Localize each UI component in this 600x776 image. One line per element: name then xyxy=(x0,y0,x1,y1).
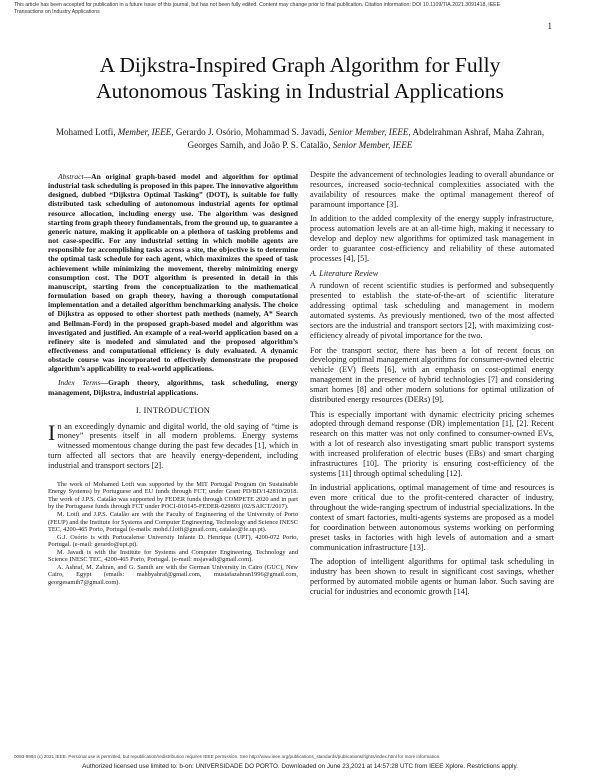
author-group-2: , Gerardo J. Osório, Mohammad S. Javadi, xyxy=(171,127,329,137)
notice-line-2: Transactions on Industry Applications xyxy=(14,9,100,15)
abstract-label: Abstract xyxy=(58,172,84,181)
section-heading-introduction: I. INTRODUCTION xyxy=(135,404,211,415)
index-terms-text: —Graph theory, algorithms, task scheduling, energy management, Dijkstra, industrial applications. xyxy=(48,378,298,397)
left-column xyxy=(48,172,298,586)
body-paragraph: Despite the advancement of technologies leading to overall abundance or resources, increased socio-technical complexities associated with the availability of resources make the optimal management thereof of paramount importance [3]. xyxy=(310,170,554,209)
license-footer: Authorized licensed use limited to: b-on: UNIVERSIDADE DO PORTO. Downloaded on June 23,2021 at 14:57:28 UTC from IEEE Xplore. Restrictions apply. xyxy=(82,763,518,770)
drop-cap: I xyxy=(48,419,56,445)
footnote-affiliation-3: M. Javadi is with the Institute for Systems and Computer Engineering, Technology and Science INESC TEC, 4200-465 Porto, Portugal. (e-mail: msjavadi@gmail.com). xyxy=(48,548,298,564)
subsection-heading-literature-review: A. Literature Review xyxy=(310,268,379,278)
footnote-affiliation-2: G.J. Osório is with Portucalense University Infante D. Henrique (UPT), 4200-072 Porto, Portugal. (e-mail: gerardo@upt.pt). xyxy=(48,533,298,549)
body-paragraph: For the transport sector, there has been a lot of recent focus on developing optimal management algorithms for consumer-owned electric vehicle (EV) fleets [6], with an emphasis on cost-optimal energy management in the presence of hybrid technologies [7] and considering smart homes [8] and other modern solutions for optimal utilization of distributed energy resources (DERs) [9]. xyxy=(310,345,554,404)
body-paragraph: A rundown of recent scientific studies is performed and subsequently presented to establish the state-of-the-art of scientific literature addressing optimal task scheduling and management in modern automated systems. As previously mentioned, two of the most affected sectors are the industrial and transport sectors [2], with maximizing cost-efficiency already of pivotal importance for the two. xyxy=(310,281,554,340)
footnote-affiliation-4: A. Ashraf, M. Zahran, and G. Samih are with the German University in Cairo (GUC), New Cairo, Egypt (emails: mahbyahraf@gmail.com, mustafazahran1996@gmail.com, georgesamih7@gmail.com). xyxy=(48,563,298,586)
intro-paragraph xyxy=(48,419,298,471)
body-paragraph: This is especially important with dynamic electricity pricing schemes adopted through demand response (DR) implementation [1], [2]. Recent research on this matter was not only confined to consumer-owned EVs, with a lot of research also investigating smart public transport systems with increased proliferation of electric buses (EBs) and smart charging infrastructures [10]. The priority is ensuring cost-efficiency of the systems [11] through optimal scheduling [12]. xyxy=(310,409,554,478)
index-terms-label: Index Terms xyxy=(58,378,101,388)
notice-line-1: This article has been accepted for publication in a future issue of this journal, but has not been fully edited. Content may change prior to final publication. Citation information: DOI 10.1109/TIA.2021.3091418, IEEE xyxy=(14,2,501,8)
abstract-text: —An original graph-based model and algorithm for optimal industrial task scheduling is proposed in this paper. The innovative algorithm designed, dubbed “Dijkstra Optimal Tasking” (DOT), is suitable for fully distributed task scheduling of autonomous industrial agents for optimal resource allocation, including energy use. The algorithm was designed starting from graph theory fundamentals, from the ground up, to guarantee a generic nature, making it applicable on a plethora of tasking problems and not case-specific. For any industrial setting in which mobile agents are responsible for accomplishing tasks across a site, the objective is to determine the optimal task schedule for each agent, which maximizes the speed of task achievement while minimizing the movement, thereby minimizing energy consumption cost. The DOT algorithm is presented in detail in this manuscript, starting from the conceptualization to the mathematical formulation based on graph theory, having a thorough computational implementation and a detailed algorithm benchmarking analysis. The choice of Dijkstra as opposed to other shortest path methods (namely, A* Search and Bellman-Ford) in the proposed graph-based model and algorithm was investigated and justified. An example of a real-world application based on a refinery site is modeled and simulated and the proposed algorithm’s effectiveness and computational efficiency is duly evaluated. A dynamic obstacle course was incorporated to effectively demonstrate the proposed algorithm’s applicability to real-world applications. xyxy=(48,172,298,374)
title-line-1: A Dijkstra-Inspired Graph Algorithm for Fully xyxy=(99,53,501,77)
title-line-2: Autonomous Tasking in Industrial Applications xyxy=(96,79,504,103)
index-terms xyxy=(48,378,298,396)
paper-title xyxy=(0,52,600,104)
author-role-3: Senior Member, IEEE xyxy=(332,139,413,150)
footnotes xyxy=(48,481,298,587)
journal-notice xyxy=(14,2,574,16)
author-role-2: Senior Member, IEEE xyxy=(328,127,409,137)
abstract xyxy=(48,172,298,373)
author-role-1: Member, IEEE xyxy=(117,127,172,137)
footnote-affiliation-1: M. Lotfi and J.P.S. Catalão are with the Faculty of Engineering of the University of Porto (FEUP) and the Institute for Systems and Computer Engineering, Technology and Science INESC TEC, 4200-465 Porto, Portugal (e-mails: mohd.f.lotfi@gmail.com, catalao@fe.up.pt). xyxy=(48,511,298,534)
page-number: 1 xyxy=(547,21,552,31)
author-group-3: , Abdelrahman Ashraf, Maha Zahran, Georges Samih, and João P. S. Catalão, xyxy=(187,127,545,150)
right-column xyxy=(310,170,554,602)
intro-text: n an exceedingly dynamic and digital world, the old saying of “time is money” presents itself in all modern problems. Energy systems witnessed momentous change during the past few decades [1], which in turn affected all sectors that are heavily energy-dependent, including industrial and transport sectors [2]. xyxy=(48,421,298,470)
footnote-funding: The work of Mohamed Lotfi was supported by the MIT Portugal Program (in Sustainable Energy Systems) by Portuguese and EU funds through FCT, under Grant PD/BD/142810/2018. The work of J.P.S. Catalão was supported by FEDER funds through COMPETE 2020 and in part by the Portuguese funds through FCT under POCI-010145-FEDER-029803 (02/SAICT/2017). xyxy=(48,480,298,511)
body-paragraph: In addition to the added complexity of the energy supply infrastructure, process automation levels are at an all-time high, making it necessary to develop and deploy new algorithms for optimized task management in order to guarantee cost-efficiency and reliability of these automated processes [4], [5]. xyxy=(310,214,554,263)
author-group-1: Mohamed Lotfi, xyxy=(55,127,118,137)
author-list xyxy=(40,126,560,151)
body-paragraph: The adoption of intelligent algorithms for optimal task scheduling in industry has been shown to result in significant cost savings, whether performed by automated mobile agents or human labor. Such saving are crucial for industries and economic growth [14]. xyxy=(310,557,554,596)
copyright-footer: 0093-9994 (c) 2021 IEEE. Personal use is permitted, but republication/redistribution requires IEEE permission. See http://www.ieee.org/publications_standards/publications/rights/index.html for more information. xyxy=(14,754,441,759)
body-paragraph: In industrial applications, optimal management of time and resources is even more critical due to the profit-centered character of industry, throughout the wide-ranging spectrum of industrial specializations. In the context of smart factories, multi-agents systems are proposed as a model for coordination between autonomous systems working on performing preset tasks in factories with high levels of automation and a smart communication infrastructure [13]. xyxy=(310,483,554,552)
